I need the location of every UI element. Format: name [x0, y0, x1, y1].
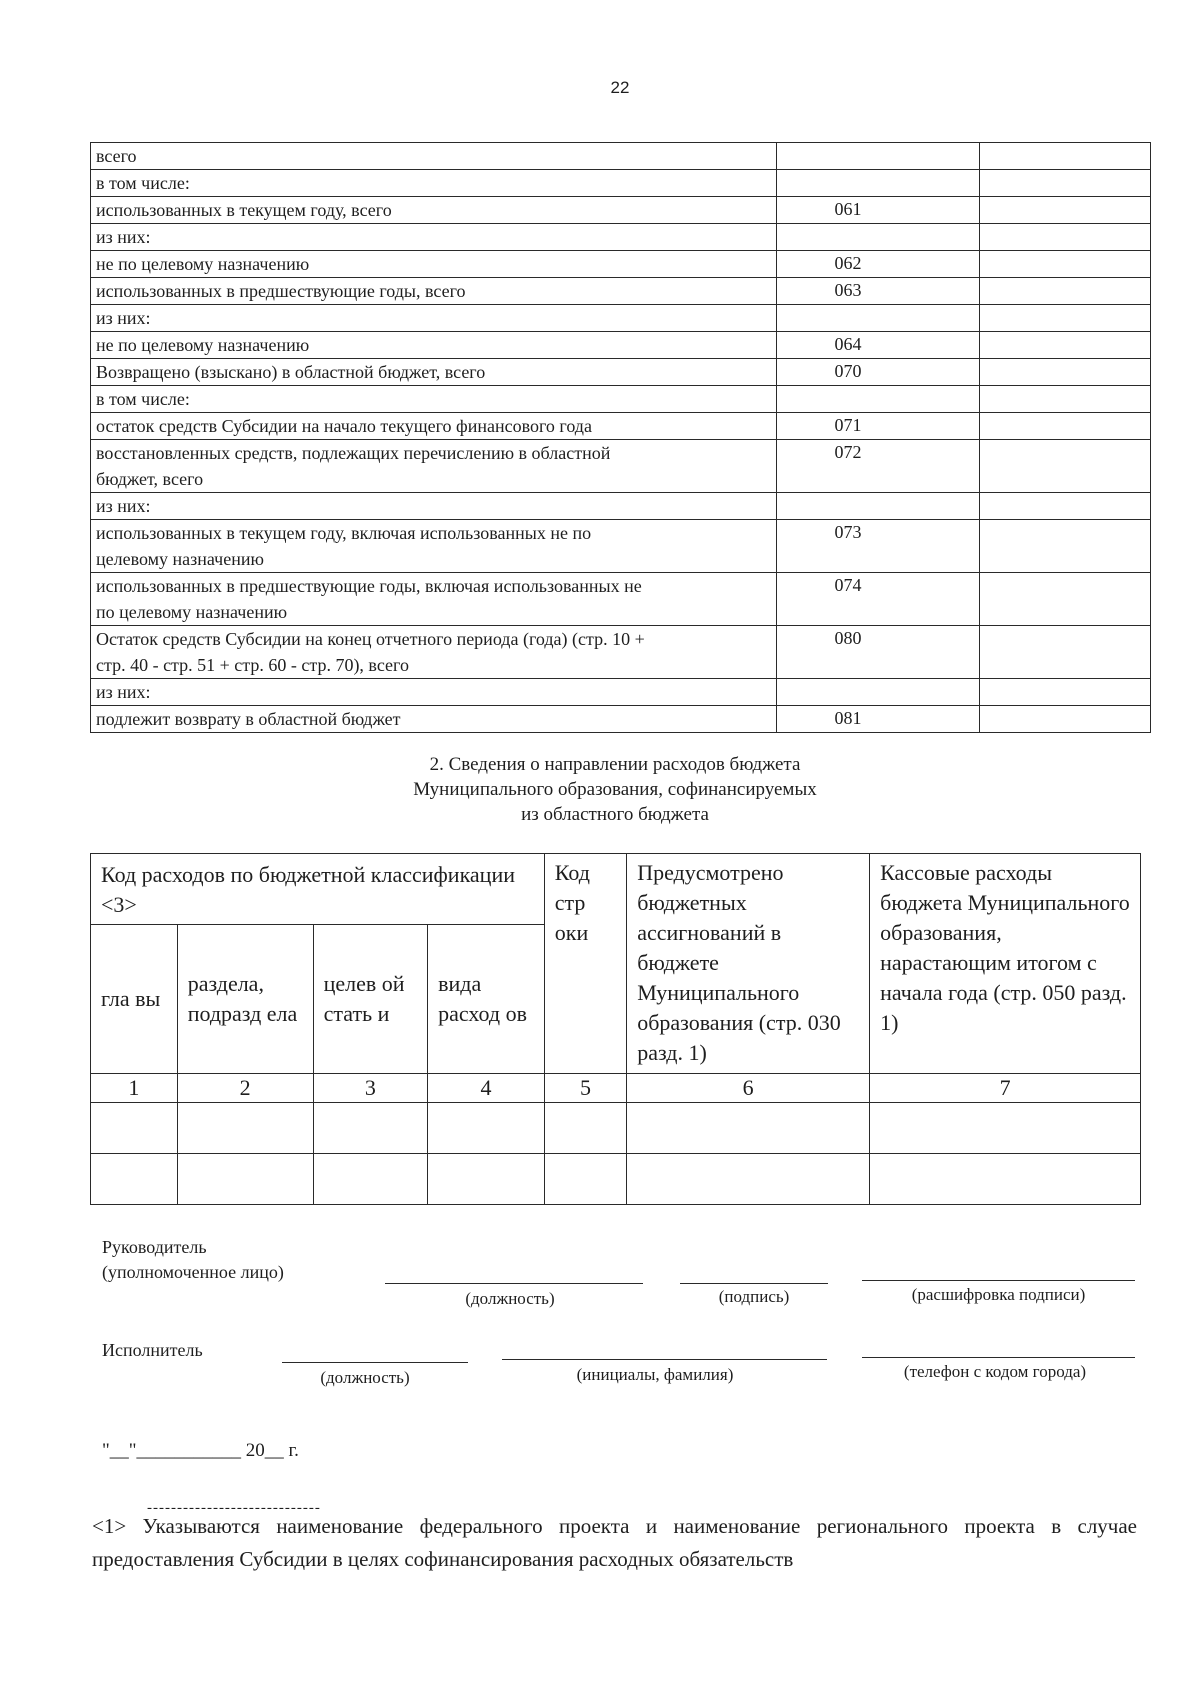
table-row	[91, 413, 1151, 440]
section2-title-line: Муниципального образования, софинансируемых	[413, 779, 817, 800]
row-value-cell	[979, 332, 1150, 359]
row-label-text: стр. 40 - стр. 51 + стр. 60 - стр. 70), всего	[96, 655, 409, 675]
caption-phone: (телефон с кодом города)	[903, 1362, 1087, 1381]
section2-title-line: из областного бюджета	[521, 804, 709, 825]
row-value-cell	[979, 278, 1150, 305]
row-label-text: в том числе:	[96, 389, 190, 409]
row-value-cell	[979, 143, 1150, 170]
table-row	[91, 251, 1151, 278]
table-row	[91, 440, 1151, 493]
row-label-text: не по целевому назначению	[96, 335, 310, 355]
column-number: 5	[544, 1074, 626, 1103]
empty-cell	[177, 1154, 313, 1205]
row-label-text: использованных в предшествующие годы, всего	[96, 281, 466, 301]
row-code	[777, 305, 980, 332]
section2-title-line: 2. Сведения о направлении расходов бюджета	[429, 754, 801, 775]
row-label-text: бюджет, всего	[96, 469, 204, 489]
head-label-line: (уполномоченное лицо)	[102, 1262, 284, 1282]
table-row	[91, 197, 1151, 224]
row-label-text: не по целевому назначению	[96, 254, 310, 274]
row-code	[777, 679, 980, 706]
row-value-cell	[979, 573, 1150, 626]
row-value-cell	[979, 679, 1150, 706]
row-label	[91, 493, 777, 520]
page-number: 22	[610, 78, 630, 97]
table-row	[91, 626, 1151, 679]
row-code	[777, 224, 980, 251]
executor-phone-line	[862, 1357, 1135, 1358]
row-label	[91, 386, 777, 413]
row-code: 081	[777, 706, 980, 733]
table-row	[91, 359, 1151, 386]
caption-position: (должность)	[465, 1289, 555, 1308]
row-label	[91, 679, 777, 706]
header-target-item: целев ой стать и	[313, 925, 428, 1074]
row-label	[91, 413, 777, 440]
row-code: 070	[777, 359, 980, 386]
row-label	[91, 706, 777, 733]
row-code	[777, 170, 980, 197]
empty-cell	[544, 1103, 626, 1154]
row-label	[91, 224, 777, 251]
row-code: 071	[777, 413, 980, 440]
header-budget-classification: Код расходов по бюджетной классификации <3>	[91, 854, 545, 925]
row-label	[91, 332, 777, 359]
column-number: 2	[177, 1074, 313, 1103]
signature-line	[680, 1283, 828, 1284]
table-row	[91, 224, 1151, 251]
empty-cell	[870, 1154, 1141, 1205]
row-label-text: Остаток средств Субсидии на конец отчетного периода (года) (стр. 10 +	[96, 629, 645, 649]
row-value-cell	[979, 440, 1150, 493]
row-code: 064	[777, 332, 980, 359]
column-number: 6	[627, 1074, 870, 1103]
row-label	[91, 305, 777, 332]
row-label-text: из них:	[96, 227, 151, 247]
caption-executor-position: (должность)	[320, 1368, 410, 1387]
row-label	[91, 626, 777, 679]
row-label	[91, 520, 777, 573]
head-label-line: Руководитель	[102, 1237, 207, 1257]
table-row	[91, 386, 1151, 413]
row-code: 061	[777, 197, 980, 224]
row-value-cell	[979, 251, 1150, 278]
header-line-code: Код стр оки	[544, 854, 626, 1074]
table-row	[91, 520, 1151, 573]
row-label	[91, 251, 777, 278]
caption-signature: (подпись)	[718, 1287, 790, 1306]
expense-table-section2	[90, 853, 1141, 1205]
table-row	[91, 573, 1151, 626]
row-label-text: использованных в текущем году, всего	[96, 200, 392, 220]
table-row	[91, 170, 1151, 197]
table-row	[91, 143, 1151, 170]
empty-cell	[627, 1154, 870, 1205]
empty-cell	[177, 1103, 313, 1154]
row-code: 062	[777, 251, 980, 278]
caption-initials: (инициалы, фамилия)	[576, 1365, 734, 1384]
row-label-text: из них:	[96, 682, 151, 702]
footnote-separator: -----------------------------	[147, 1500, 321, 1516]
header-chapter: гла вы	[91, 925, 178, 1074]
row-code: 073	[777, 520, 980, 573]
caption-decoding: (расшифровка подписи)	[911, 1285, 1086, 1304]
header-expense-type: вида расход ов	[428, 925, 545, 1074]
report-table-section1	[90, 142, 1151, 733]
head-label	[102, 1235, 284, 1285]
row-label	[91, 573, 777, 626]
row-code: 072	[777, 440, 980, 493]
row-value-cell	[979, 359, 1150, 386]
row-label-text: всего	[96, 146, 137, 166]
row-label-text: использованных в предшествующие годы, включая использованных не	[96, 576, 642, 596]
table-row	[91, 706, 1151, 733]
row-label-text: целевому назначению	[96, 549, 264, 569]
row-label-text: из них:	[96, 308, 151, 328]
executor-label: Исполнитель	[102, 1340, 203, 1360]
row-label	[91, 440, 777, 493]
date-line: "__"___________ 20__ г.	[102, 1440, 299, 1461]
empty-cell	[544, 1154, 626, 1205]
row-value-cell	[979, 305, 1150, 332]
row-label-text: восстановленных средств, подлежащих перечислению в областной	[96, 443, 611, 463]
row-label-text: из них:	[96, 496, 151, 516]
footnote-text: <1> Указываются наименование федерального проекта и наименование регионального проекта в случае предоставления Субсидии в целях софинансирования расходных обязательств	[92, 1514, 1137, 1571]
column-number: 3	[313, 1074, 428, 1103]
row-value-cell	[979, 224, 1150, 251]
row-code	[777, 143, 980, 170]
row-value-cell	[979, 626, 1150, 679]
row-code: 074	[777, 573, 980, 626]
row-value-cell	[979, 520, 1150, 573]
row-label	[91, 278, 777, 305]
row-label	[91, 197, 777, 224]
row-label-text: использованных в текущем году, включая использованных не по	[96, 523, 592, 543]
row-code	[777, 493, 980, 520]
empty-cell	[91, 1103, 178, 1154]
row-code: 063	[777, 278, 980, 305]
table-row	[91, 278, 1151, 305]
column-number: 1	[91, 1074, 178, 1103]
row-value-cell	[979, 706, 1150, 733]
table-row	[91, 332, 1151, 359]
row-value-cell	[979, 493, 1150, 520]
empty-cell	[91, 1154, 178, 1205]
header-section: раздела, подразд ела	[177, 925, 313, 1074]
row-value-cell	[979, 413, 1150, 440]
row-value-cell	[979, 386, 1150, 413]
row-label-text: подлежит возврату в областной бюджет	[96, 709, 401, 729]
empty-cell	[870, 1103, 1141, 1154]
table-row	[91, 493, 1151, 520]
row-label	[91, 170, 777, 197]
empty-cell	[428, 1103, 545, 1154]
table-row	[91, 679, 1151, 706]
table-row	[91, 305, 1151, 332]
section2-title	[0, 752, 1200, 827]
row-label	[91, 359, 777, 386]
row-value-cell	[979, 170, 1150, 197]
empty-cell	[428, 1154, 545, 1205]
empty-cell	[313, 1154, 428, 1205]
executor-name-line	[502, 1359, 827, 1360]
row-label	[91, 143, 777, 170]
row-label-text: остаток средств Субсидии на начало текущего финансового года	[96, 416, 592, 436]
column-number: 4	[428, 1074, 545, 1103]
column-number: 7	[870, 1074, 1141, 1103]
executor-position-line	[282, 1362, 468, 1363]
row-label-text: по целевому назначению	[96, 602, 288, 622]
row-value-cell	[979, 197, 1150, 224]
header-planned-allocations: Предусмотрено бюджетных ассигнований в бюджете Муниципального образования (стр. 030 разд. 1)	[627, 854, 870, 1074]
decoding-line	[862, 1280, 1135, 1281]
row-code: 080	[777, 626, 980, 679]
row-code	[777, 386, 980, 413]
position-line	[385, 1283, 643, 1284]
row-label-text: в том числе:	[96, 173, 190, 193]
empty-cell	[627, 1103, 870, 1154]
header-cash-expenses: Кассовые расходы бюджета Муниципального образования, нарастающим итогом с начала года (стр. 050 разд. 1)	[870, 854, 1141, 1074]
row-label-text: Возвращено (взыскано) в областной бюджет, всего	[96, 362, 486, 382]
empty-cell	[313, 1103, 428, 1154]
